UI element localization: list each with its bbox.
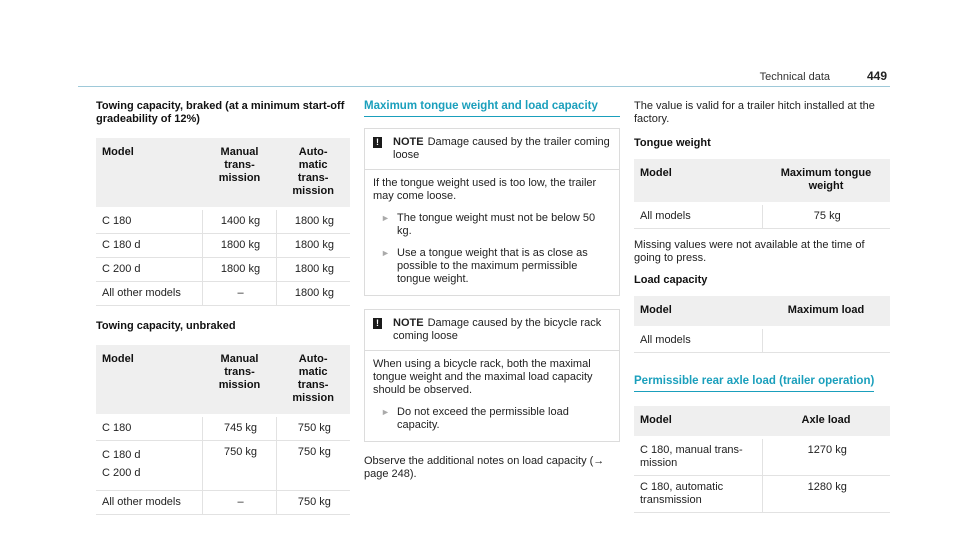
column-header: Manual trans-mission	[203, 138, 277, 209]
column-header: Auto-matic trans-mission	[276, 138, 350, 209]
load-capacity-table	[634, 296, 890, 353]
column-header: Model	[634, 296, 762, 328]
axle-load-heading: Permissible rear axle load (trailer operation)	[634, 375, 874, 392]
header-rule	[78, 86, 890, 87]
unbraked-table	[96, 345, 350, 515]
column-3	[634, 100, 890, 527]
table-row: All other models – 1800 kg	[96, 282, 350, 306]
arrow-right-icon: ►	[381, 407, 390, 417]
column-header: Auto-matic trans-mission	[276, 345, 350, 416]
table-row: C 200 d 1800 kg 1800 kg	[96, 258, 350, 282]
column-header: Maximum tongue weight	[762, 159, 890, 204]
tongue-weight-heading: Tongue weight	[634, 137, 711, 149]
braked-table	[96, 138, 350, 306]
column-header: Manual trans-mission	[203, 345, 277, 416]
axle-load-table	[634, 406, 890, 513]
warning-icon: !	[373, 318, 382, 329]
table-row: C 180, manual trans-mission 1270 kg	[634, 438, 890, 476]
column-2	[364, 100, 620, 481]
table-row: All models 75 kg	[634, 204, 890, 229]
intro-text: The value is valid for a trailer hitch installed at the factory.	[634, 100, 875, 125]
page-number: 449	[866, 69, 887, 83]
note-text: When using a bicycle rack, both the maximal tongue weight and the maximal load capacity should be observed.	[373, 358, 593, 396]
arrow-right-icon: ►	[381, 213, 390, 223]
note-box-trailer	[364, 128, 620, 296]
table-row: C 180, automatic transmission 1280 kg	[634, 476, 890, 513]
table-row: C 180 1400 kg 1800 kg	[96, 209, 350, 234]
tongue-weight-table	[634, 159, 890, 229]
list-item: ► The tongue weight must not be below 50 kg.	[373, 212, 611, 238]
table-row: C 180 745 kg 750 kg	[96, 416, 350, 441]
note-title: Damage caused by the trailer coming loose	[393, 136, 610, 161]
table-row: All models	[634, 328, 890, 353]
note-title: Damage caused by the bicycle rack coming loose	[393, 317, 602, 342]
missing-values-text: Missing values were not available at the time of going to press.	[634, 239, 865, 264]
observe-text[interactable]: Observe the additional notes on load capacity (→ page 248).	[364, 455, 605, 480]
column-header: Model	[634, 159, 762, 204]
tongue-load-heading: Maximum tongue weight and load capacity	[364, 100, 620, 117]
arrow-right-icon: ►	[381, 248, 390, 258]
warning-icon: !	[373, 137, 382, 148]
table-row: C 180 d C 200 d 750 kg 750 kg	[96, 441, 350, 491]
list-item: ► Use a tongue weight that is as close as possible to the maximum permissible tongue weight.	[373, 247, 611, 286]
list-item: ► Do not exceed the permissible load capacity.	[373, 406, 611, 432]
braked-heading: Towing capacity, braked (at a minimum start-off gradeability of 12%)	[96, 100, 345, 125]
column-header: Model	[634, 406, 762, 438]
note-box-bicycle	[364, 309, 620, 442]
unbraked-heading: Towing capacity, unbraked	[96, 320, 236, 332]
column-header: Model	[96, 345, 203, 416]
column-header: Axle load	[762, 406, 890, 438]
note-label: NOTE	[393, 317, 424, 329]
section-title: Technical data	[759, 71, 830, 83]
column-header: Maximum load	[762, 296, 890, 328]
column-header: Model	[96, 138, 203, 209]
note-label: NOTE	[393, 136, 424, 148]
note-text: If the tongue weight used is too low, the trailer may come loose.	[373, 177, 597, 202]
column-1	[96, 100, 350, 529]
table-row: C 180 d 1800 kg 1800 kg	[96, 234, 350, 258]
table-row: All other models – 750 kg	[96, 491, 350, 515]
load-capacity-heading: Load capacity	[634, 274, 708, 286]
